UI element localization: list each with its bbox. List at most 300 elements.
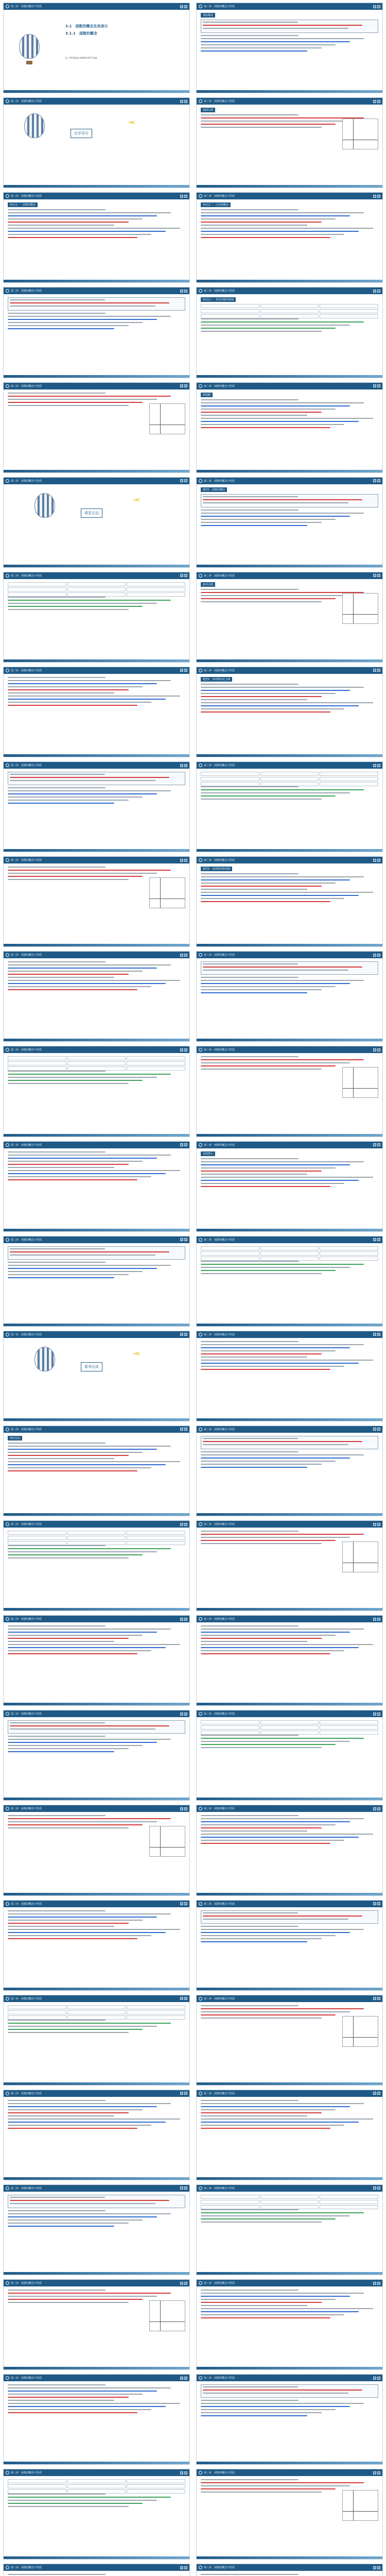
- text-line: [8, 2122, 166, 2123]
- slide-content: [8, 202, 185, 278]
- slide-title-bar: [197, 1142, 382, 1148]
- text-line: [8, 222, 129, 223]
- slide-thumbnail[interactable]: [3, 287, 190, 378]
- next-icon[interactable]: [184, 1523, 187, 1526]
- text-line: [201, 2492, 322, 2493]
- slide-thumbnail[interactable]: [196, 761, 383, 852]
- text-line: [201, 1164, 350, 1165]
- slide-thumbnail[interactable]: [3, 856, 190, 947]
- slide-content: [8, 677, 185, 752]
- slide-thumbnail[interactable]: [3, 1331, 190, 1421]
- next-icon[interactable]: [377, 1428, 380, 1431]
- section-label: 素养达成: [81, 1362, 102, 1371]
- text-line: [201, 696, 322, 697]
- slide-thumbnail[interactable]: [3, 1995, 190, 2086]
- chapter-title: 第三章 函数的概念与性质: [11, 1048, 42, 1052]
- next-icon[interactable]: [184, 290, 187, 293]
- slide-thumbnail[interactable]: [3, 761, 190, 852]
- text-line: [8, 2219, 143, 2221]
- chapter-title: 第三章 函数的概念与性质: [204, 1238, 235, 1242]
- prev-icon[interactable]: [373, 1048, 376, 1052]
- next-icon[interactable]: [377, 1618, 380, 1621]
- prev-icon[interactable]: [373, 1807, 376, 1810]
- prev-icon[interactable]: [180, 195, 183, 198]
- text-line: [8, 2494, 106, 2495]
- text-line: [201, 402, 364, 403]
- slide-controls: [180, 1713, 187, 1716]
- text-line: [201, 1360, 373, 1361]
- prev-icon[interactable]: [373, 2187, 376, 2190]
- next-icon[interactable]: [377, 100, 380, 103]
- next-icon[interactable]: [184, 384, 187, 387]
- slide-thumbnail[interactable]: [3, 382, 190, 473]
- prev-icon[interactable]: [373, 1428, 376, 1431]
- slide-title-bar: [4, 2280, 189, 2286]
- slide-thumbnail[interactable]: [3, 1236, 190, 1327]
- text-line: [201, 2209, 299, 2210]
- slide-thumbnail[interactable]: [196, 1331, 383, 1421]
- text-line: [201, 124, 336, 125]
- chapter-icon: [6, 2092, 9, 2095]
- slide-thumbnail[interactable]: [3, 477, 190, 568]
- prev-icon[interactable]: [180, 1238, 183, 1241]
- function-graph: [342, 593, 378, 624]
- text-line: [8, 1271, 143, 1272]
- prev-icon[interactable]: [180, 384, 183, 387]
- slide-thumbnail[interactable]: [196, 97, 383, 188]
- slide-content: [201, 2100, 378, 2175]
- text-line: [201, 1834, 373, 1835]
- table-cell: [67, 2010, 126, 2014]
- prev-icon[interactable]: [373, 1143, 376, 1146]
- table-cell: [67, 2005, 126, 2009]
- chapter-icon: [6, 669, 9, 672]
- text-line: [201, 1267, 350, 1268]
- slide-thumbnail[interactable]: [196, 1710, 383, 1801]
- prev-icon[interactable]: [180, 2566, 183, 2569]
- text-line: [8, 702, 151, 703]
- prev-icon[interactable]: [373, 100, 376, 103]
- chapter-title: 第三章 函数的概念与性质: [204, 1048, 235, 1052]
- slide-controls: [180, 1618, 187, 1621]
- chapter-title: 第三章 函数的概念与性质: [204, 2377, 235, 2380]
- next-icon[interactable]: [377, 1807, 380, 1810]
- slide-row: [3, 382, 383, 473]
- prev-icon[interactable]: [373, 2282, 376, 2285]
- slide-thumbnail[interactable]: [196, 1046, 383, 1137]
- slide-thumbnail[interactable]: [3, 1805, 190, 1895]
- next-icon[interactable]: [377, 2092, 380, 2095]
- next-icon[interactable]: [184, 2187, 187, 2190]
- slide-thumbnail[interactable]: [196, 1141, 383, 1232]
- definition-box: [201, 961, 378, 975]
- text-line: [201, 1629, 364, 1630]
- prev-icon[interactable]: [180, 954, 183, 957]
- next-icon[interactable]: [377, 764, 380, 767]
- next-icon[interactable]: [184, 1238, 187, 1241]
- prev-icon[interactable]: [180, 100, 183, 103]
- slide-thumbnail[interactable]: [196, 2279, 383, 2370]
- paper-plane-image: [132, 498, 141, 502]
- prev-icon[interactable]: [373, 954, 376, 957]
- section-tag: 课标解读: [201, 13, 215, 18]
- prev-icon[interactable]: [180, 1618, 183, 1621]
- next-icon[interactable]: [184, 1333, 187, 1336]
- text-line: [201, 883, 336, 884]
- slide-thumbnail[interactable]: [196, 1805, 383, 1895]
- prev-icon[interactable]: [373, 1997, 376, 2000]
- slide-thumbnail[interactable]: [196, 2469, 383, 2560]
- text-line: [201, 1744, 336, 1745]
- x-axis: [343, 2511, 378, 2512]
- prev-icon[interactable]: [180, 1807, 183, 1810]
- next-icon[interactable]: [377, 2187, 380, 2190]
- text-line: [8, 1548, 171, 1549]
- text-line: [10, 1255, 155, 1256]
- next-icon[interactable]: [184, 1997, 187, 2000]
- slide-thumbnail[interactable]: [3, 667, 190, 757]
- next-icon[interactable]: [184, 2471, 187, 2475]
- text-line: [201, 1840, 344, 1841]
- chapter-icon: [6, 2376, 9, 2380]
- text-line: [8, 1265, 171, 1266]
- prev-icon[interactable]: [373, 1523, 376, 1526]
- slide-thumbnail[interactable]: [196, 1900, 383, 1991]
- text-line: [201, 2296, 350, 2297]
- slide-thumbnail[interactable]: [3, 192, 190, 283]
- text-line: [8, 1277, 114, 1278]
- prev-icon[interactable]: [373, 384, 376, 387]
- prev-icon[interactable]: [180, 2282, 183, 2285]
- prev-icon[interactable]: [180, 1902, 183, 1905]
- chapter-title: 第三章 函数的概念与性质: [11, 2377, 42, 2380]
- slide-thumbnail[interactable]: [196, 1520, 383, 1611]
- next-icon[interactable]: [184, 5, 187, 8]
- next-icon[interactable]: [184, 574, 187, 577]
- next-icon[interactable]: [377, 2566, 380, 2569]
- prev-icon[interactable]: [373, 2377, 376, 2380]
- text-line: [201, 699, 307, 700]
- text-line: [201, 2222, 322, 2223]
- slide-controls: [180, 1238, 187, 1241]
- slide-thumbnail[interactable]: [3, 1900, 190, 1991]
- slide-controls: [180, 100, 187, 103]
- text-line: [8, 1632, 157, 1633]
- function-graph: [149, 1826, 185, 1857]
- slide-thumbnail[interactable]: [3, 2374, 190, 2465]
- next-icon[interactable]: [184, 1807, 187, 1810]
- balloon-basket: [26, 61, 32, 64]
- next-icon[interactable]: [184, 2566, 187, 2569]
- slide-thumbnail[interactable]: [196, 2090, 383, 2180]
- slide-content: [201, 487, 378, 563]
- slide-footer-strip: [197, 1039, 382, 1041]
- next-icon[interactable]: [377, 2471, 380, 2475]
- prev-icon[interactable]: [373, 764, 376, 767]
- slide-thumbnail[interactable]: [3, 1141, 190, 1232]
- slide-row: [3, 1900, 383, 1991]
- chapter-icon: [6, 5, 9, 8]
- slide-thumbnail[interactable]: [196, 1615, 383, 1706]
- slide-thumbnail[interactable]: [3, 951, 190, 1042]
- prev-icon[interactable]: [180, 1143, 183, 1146]
- slide-thumbnail[interactable]: [3, 2090, 190, 2180]
- text-line: [201, 2215, 350, 2216]
- table-cell: [260, 2195, 319, 2199]
- slide-content: [201, 1625, 378, 1701]
- next-icon[interactable]: [184, 2092, 187, 2095]
- slide-footer-strip: [197, 1229, 382, 1231]
- next-icon[interactable]: [184, 954, 187, 957]
- text-line: [8, 328, 114, 329]
- slide-thumbnail[interactable]: [3, 97, 190, 188]
- text-line: [201, 2482, 364, 2483]
- slide-thumbnail[interactable]: [3, 1520, 190, 1611]
- next-icon[interactable]: [184, 1143, 187, 1146]
- slide-thumbnail[interactable]: [196, 951, 383, 1042]
- table-cell: [201, 2200, 259, 2204]
- next-icon[interactable]: [184, 1428, 187, 1431]
- next-icon[interactable]: [377, 954, 380, 957]
- text-line: [201, 415, 307, 416]
- next-icon[interactable]: [184, 100, 187, 103]
- next-icon[interactable]: [377, 1713, 380, 1716]
- next-icon[interactable]: [377, 1048, 380, 1052]
- prev-icon[interactable]: [373, 1713, 376, 1716]
- prev-icon[interactable]: [373, 290, 376, 293]
- prev-icon[interactable]: [180, 2471, 183, 2475]
- text-line: [201, 1932, 350, 1933]
- prev-icon[interactable]: [373, 1618, 376, 1621]
- text-line: [203, 1912, 298, 1913]
- slide-thumbnail[interactable]: [196, 2184, 383, 2275]
- text-line: [8, 396, 171, 397]
- y-axis: [353, 594, 354, 623]
- text-line: [201, 225, 307, 226]
- slide-thumbnail[interactable]: [196, 2564, 383, 2576]
- next-icon[interactable]: [184, 479, 187, 482]
- prev-icon[interactable]: [373, 859, 376, 862]
- prev-icon[interactable]: [180, 1048, 183, 1052]
- text-line: [10, 306, 155, 307]
- prev-icon[interactable]: [180, 1997, 183, 2000]
- text-line: [201, 598, 336, 599]
- slide-thumbnail[interactable]: [196, 382, 383, 473]
- table-cell: [127, 2005, 185, 2009]
- next-icon[interactable]: [184, 2282, 187, 2285]
- text-line: [8, 964, 171, 965]
- prev-icon[interactable]: [180, 1428, 183, 1431]
- next-icon[interactable]: [377, 1238, 380, 1241]
- text-line: [201, 409, 336, 410]
- slide-thumbnail[interactable]: [196, 3, 383, 93]
- slide-title-bar: [4, 1805, 189, 1812]
- slide-controls: [180, 859, 187, 862]
- slide-footer-strip: [4, 185, 189, 188]
- prev-icon[interactable]: [180, 5, 183, 8]
- prev-icon[interactable]: [180, 859, 183, 862]
- slide-thumbnail[interactable]: [3, 1426, 190, 1516]
- x-axis: [343, 2037, 378, 2038]
- prev-icon[interactable]: [373, 574, 376, 577]
- chapter-icon: [199, 2376, 202, 2380]
- slide-thumbnail[interactable]: [196, 477, 383, 568]
- definition-box: [201, 1910, 378, 1924]
- slide-thumbnail[interactable]: [3, 1615, 190, 1706]
- slide-thumbnail[interactable]: [196, 1426, 383, 1516]
- table-cell: [201, 772, 259, 776]
- next-icon[interactable]: [184, 1902, 187, 1905]
- lesson-heading: 3.1 函数的概念及其表示: [65, 24, 108, 28]
- slide-thumbnail[interactable]: [3, 3, 190, 93]
- slide-footer-strip: [4, 1134, 189, 1137]
- chapter-title: 第三章 函数的概念与性质: [204, 1618, 235, 1621]
- text-line: [201, 2302, 322, 2303]
- slide-row: [3, 1520, 383, 1611]
- slide-thumbnail[interactable]: [196, 667, 383, 757]
- slide-title-bar: [197, 762, 382, 769]
- slide-thumbnail[interactable]: [3, 2279, 190, 2370]
- prev-icon[interactable]: [373, 5, 376, 8]
- next-icon[interactable]: [377, 1333, 380, 1336]
- prev-icon[interactable]: [373, 669, 376, 672]
- next-icon[interactable]: [184, 1618, 187, 1621]
- text-line: [8, 2302, 129, 2303]
- chapter-title: 第三章 函数的概念与性质: [11, 764, 42, 768]
- next-icon[interactable]: [377, 5, 380, 8]
- slide-thumbnail[interactable]: [196, 287, 383, 378]
- text-line: [8, 974, 129, 975]
- slide-controls: [373, 479, 380, 482]
- slide-controls: [373, 859, 380, 862]
- next-icon[interactable]: [377, 2282, 380, 2285]
- slide-thumbnail[interactable]: [3, 2469, 190, 2560]
- next-icon[interactable]: [377, 2377, 380, 2380]
- text-line: [203, 2393, 348, 2394]
- slide-footer-strip: [197, 1893, 382, 1895]
- slide-footer-strip: [197, 2082, 382, 2085]
- slide-thumbnail[interactable]: [3, 2184, 190, 2275]
- slide-thumbnail[interactable]: [196, 1995, 383, 2086]
- next-icon[interactable]: [377, 1902, 380, 1905]
- table-cell: [320, 1725, 378, 1730]
- text-line: [8, 1455, 129, 1456]
- prev-icon[interactable]: [180, 1523, 183, 1526]
- prev-icon[interactable]: [373, 2471, 376, 2475]
- prev-icon[interactable]: [180, 2092, 183, 2095]
- text-line: [201, 1741, 350, 1742]
- text-line: [10, 1728, 155, 1730]
- chapter-title: 第三章 函数的概念与性质: [204, 1523, 235, 1527]
- text-line: [8, 790, 171, 791]
- prev-icon[interactable]: [180, 574, 183, 577]
- slide-thumbnail[interactable]: [3, 572, 190, 663]
- next-icon[interactable]: [377, 1143, 380, 1146]
- slide-footer-strip: [4, 1893, 189, 1895]
- text-line: [203, 1919, 348, 1920]
- prev-icon[interactable]: [373, 2566, 376, 2569]
- next-icon[interactable]: [377, 1997, 380, 2000]
- slide-title-bar: [197, 1710, 382, 1717]
- x-axis: [150, 1847, 185, 1848]
- text-line: [201, 1065, 336, 1066]
- slide-thumbnail[interactable]: [196, 2374, 383, 2465]
- text-line: [8, 2290, 106, 2291]
- prev-icon[interactable]: [180, 2187, 183, 2190]
- next-icon[interactable]: [377, 384, 380, 387]
- next-icon[interactable]: [377, 574, 380, 577]
- prev-icon[interactable]: [373, 1902, 376, 1905]
- text-line: [201, 418, 373, 419]
- slide-thumbnail[interactable]: [196, 572, 383, 663]
- section-tag: 题型2 求函数的定义域: [201, 677, 232, 682]
- prev-icon[interactable]: [373, 2092, 376, 2095]
- next-icon[interactable]: [377, 669, 380, 672]
- text-line: [201, 1167, 336, 1168]
- y-axis: [160, 1826, 161, 1856]
- prev-icon[interactable]: [373, 479, 376, 482]
- chapter-title: 第三章 函数的概念与性质: [11, 1618, 42, 1621]
- chapter-icon: [199, 1522, 202, 1526]
- next-icon[interactable]: [377, 195, 380, 198]
- text-line: [201, 325, 350, 326]
- text-line: [201, 2412, 322, 2413]
- slide-thumbnail[interactable]: [3, 1710, 190, 1801]
- slide-thumbnail[interactable]: [3, 2564, 190, 2576]
- next-icon[interactable]: [184, 2377, 187, 2380]
- slide-thumbnail[interactable]: [196, 1236, 383, 1327]
- chapter-icon: [199, 384, 202, 388]
- chapter-icon: [199, 669, 202, 672]
- text-line: [201, 427, 330, 428]
- text-line: [201, 2125, 344, 2126]
- slide-thumbnail[interactable]: [196, 856, 383, 947]
- prev-icon[interactable]: [180, 479, 183, 482]
- next-icon[interactable]: [184, 669, 187, 672]
- next-icon[interactable]: [377, 479, 380, 482]
- next-icon[interactable]: [377, 859, 380, 862]
- text-line: [201, 50, 307, 52]
- slide-footer-strip: [197, 2367, 382, 2369]
- slide-footer-strip: [4, 90, 189, 93]
- table-cell: [127, 1541, 185, 1545]
- next-icon[interactable]: [184, 1713, 187, 1716]
- next-icon[interactable]: [377, 1523, 380, 1526]
- prev-icon[interactable]: [180, 2377, 183, 2380]
- chapter-icon: [6, 2471, 9, 2475]
- text-line: [203, 970, 348, 971]
- next-icon[interactable]: [184, 764, 187, 767]
- text-line: [201, 892, 373, 893]
- next-icon[interactable]: [184, 1048, 187, 1052]
- prev-icon[interactable]: [180, 1333, 183, 1336]
- balloon-image: [24, 113, 45, 138]
- prev-icon[interactable]: [373, 195, 376, 198]
- next-icon[interactable]: [377, 290, 380, 293]
- prev-icon[interactable]: [180, 764, 183, 767]
- slide-thumbnail[interactable]: [3, 1046, 190, 1137]
- prev-icon[interactable]: [180, 290, 183, 293]
- prev-icon[interactable]: [180, 1713, 183, 1716]
- prev-icon[interactable]: [373, 1333, 376, 1336]
- next-icon[interactable]: [184, 859, 187, 862]
- slide-thumbnail[interactable]: [196, 192, 383, 283]
- slide-controls: [373, 1618, 380, 1621]
- prev-icon[interactable]: [373, 1238, 376, 1241]
- text-line: [8, 1913, 171, 1914]
- prev-icon[interactable]: [180, 669, 183, 672]
- next-icon[interactable]: [184, 195, 187, 198]
